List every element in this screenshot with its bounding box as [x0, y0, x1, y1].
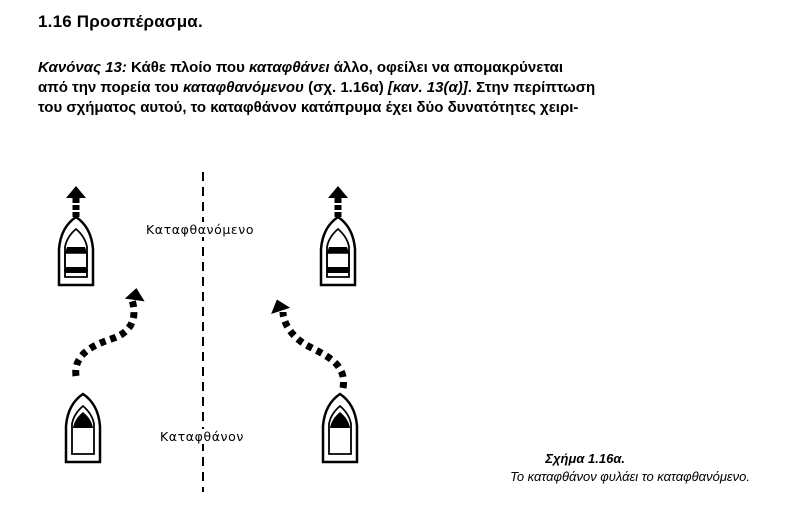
- rule-label: Κανόνας 13:: [38, 59, 127, 76]
- caption-title: Σχήμα 1.16α.: [545, 451, 625, 466]
- overtaking-boat-right: [323, 394, 357, 462]
- paragraph-line-3: του σχήματος αυτού, το καταφθάνον κατάπρυμα έχει δύο δυνατότητες χειρι-: [38, 99, 579, 116]
- paragraph-text: άλλο, οφείλει να απομακρύνεται: [329, 59, 563, 76]
- overtaken-boat-left: [59, 217, 93, 285]
- figure-caption: [380, 450, 750, 486]
- paragraph-text: από την πορεία του: [38, 79, 183, 96]
- rule-paragraph: [38, 58, 768, 118]
- overtaken-boat-right: [321, 217, 355, 285]
- paragraph-line-2: [38, 78, 768, 98]
- paragraph-text: (σχ. 1.16α): [303, 79, 388, 96]
- course-arrow-icon: [66, 186, 86, 217]
- section-title: 1.16 Προσπέρασμα.: [38, 12, 203, 31]
- label-overtaken: Καταφθανόμενο: [146, 222, 255, 237]
- maneuver-path: [283, 312, 344, 388]
- overtaking-boat-left: [66, 394, 100, 462]
- caption-text: Το καταφθάνον φυλάει το καταφθανόμενο.: [510, 469, 750, 484]
- course-arrow-icon: [328, 186, 348, 217]
- keyword-overtaken: καταφθανόμενου: [182, 79, 304, 96]
- paragraph-line-1: [38, 58, 768, 78]
- paragraph-text: . Στην περίπτωση: [467, 79, 596, 96]
- keyword-overtaking: καταφθάνει: [248, 59, 330, 76]
- rule-reference: [καν. 13(α)]: [387, 79, 468, 96]
- paragraph-text: Κάθε πλοίο που: [126, 59, 249, 76]
- course-arrow-icon: [125, 287, 146, 302]
- course-arrow-icon: [267, 296, 290, 314]
- maneuver-path: [76, 300, 134, 376]
- label-overtaking: Καταφθάνον: [160, 429, 244, 444]
